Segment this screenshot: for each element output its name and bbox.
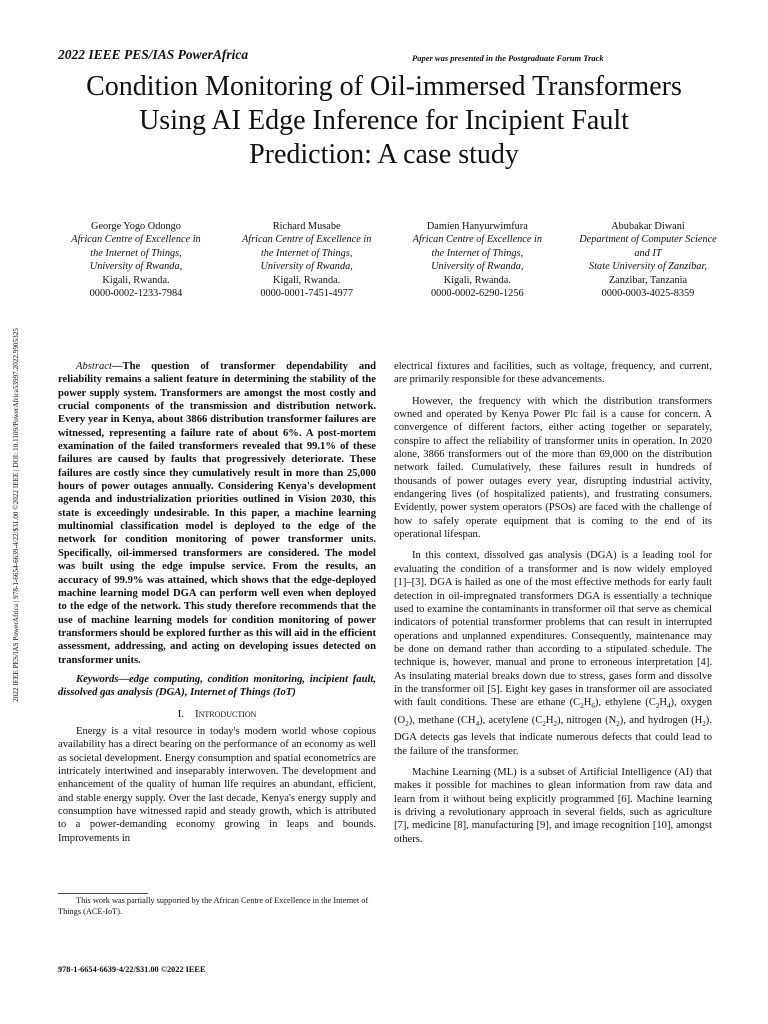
forum-note: Paper was presented in the Postgraduate Forum Track: [412, 53, 604, 63]
section-number: I.: [177, 707, 184, 720]
title-line: Prediction: A case study: [249, 139, 519, 170]
author-affiliation: Department of Computer Science: [579, 234, 717, 246]
section-title: Introduction: [194, 707, 257, 720]
author-block: [393, 220, 561, 300]
body-paragraph: Machine Learning (ML) is a subset of Artificial Intelligence (AI) that makes it possible for machines to glean information from raw data and learn from it without being explicitly programmed [6]. Machine learning is driving a revolutionary approach in several fields, such as agriculture [7], medicine [8], manufacturing [9], and image recognition [10], amongst others.: [394, 766, 712, 845]
author-orcid: 0000-0002-6290-1256: [430, 288, 524, 300]
body-paragraph: electrical fixtures and facilities, such as voltage, frequency, and current, are primarily responsible for these advancements.: [394, 361, 712, 386]
author-block: [52, 220, 220, 300]
author-name: Damien Hanyurwimfura: [426, 221, 528, 232]
author-affiliation: University of Rwanda,: [89, 261, 183, 273]
intro-paragraph: Energy is a vital resource in today's modern world whose copious availability has a direct bearing on the performance of an economy as well as societal development. Energy consumption and spatial econometrics are intricately intertwined and inseparably interwoven. The development and enhancement of the quality of human life requires an abundant, efficient, and stable energy supply. Over the last decade, Kenya's energy supply and consumption have witnessed rapid and steady growth, which is attributed to a power-demanding economy growing in leaps and bounds. Improvements in: [58, 725, 376, 844]
keywords: [58, 673, 376, 700]
author-orcid: 0000-0003-4025-8359: [601, 288, 695, 300]
author-affiliation: African Centre of Excellence in: [241, 234, 372, 246]
dga-text: In this context, dissolved gas analysis (DGA) is a leading tool for evaluating the condition of a transformer and is now widely employed [1]–[3]. DGA is hailed as one of the most effective methods for early fault detection in oil-impregnated transformers DGA is essentially a technique used to examine the contaminants in transformer oil that serve as chemical indicators of potential transformer problems that can result in interrupted operations and unplanned expenditures. Consequently, maintenance may be done on demand rather than according to a stipulated schedule. The technique is, however, manual and prone to erroneous interpretation [4]. As insulating material breaks down due to stress, gases form and dissolve in the transformer oil [5]. Eight key gases in transformer oil are associated with fault conditions. These are ethane (C: [394, 550, 712, 709]
doi-sidebar-text: 2022 IEEE PES/IAS PowerAfrica | 978-1-6654-6639-4/22/$31.00 ©2022 IEEE | DOI: 10.1109/PowerAfrica53997.2022.9905325: [12, 328, 20, 702]
conference-name: 2022 IEEE PES/IAS PowerAfrica: [58, 47, 249, 62]
author-location: Zanzibar, Tanzania: [608, 274, 688, 286]
paper-title: [30, 70, 738, 172]
abstract-label: Abstract: [76, 361, 112, 372]
author-name: Richard Musabe: [272, 221, 341, 232]
author-location: Kigali, Rwanda.: [102, 274, 170, 286]
author-affiliation: the Internet of Things,: [431, 247, 524, 259]
body-paragraph: In this context, dissolved gas analysis (DGA) is a leading tool for evaluating the condition of a transformer and is now widely employed [1]–[3]. DGA is hailed as one of the most effective methods for early fault detection in oil-impregnated transformers DGA is essentially a technique used to examine the contaminants in transformer oil that serve as chemical indicators of potential transformer problems that can result in interrupted operations and unplanned expenditures. Consequently, maintenance may be done on demand rather than according to a stipulated schedule. The technique is, however, manual and prone to erroneous interpretation [4]. As insulating material breaks down due to stress, gases form and dissolve in the transformer oil [5]. Eight key gases in transformer oil are associated with fault conditions. These are ethane $(C_2H_6)$, ethylene $(C_2H_4)$, oxygen $(O_2)$, methane $(CH_4)$, acetylene $(C_2H_2)$, nitrogen $(N_2)$, and hydrogen $(H_2)$. DGA detects gas levels that indicate numerous defects that could lead to the failure of the transformer.: [394, 550, 713, 757]
author-name: Abubakar Diwani: [611, 221, 685, 232]
author-block: [223, 220, 391, 300]
right-column: [394, 360, 712, 846]
author-affiliation: African Centre of Excellence in: [412, 234, 543, 246]
title-line: Using AI Edge Inference for Incipient Fault: [139, 105, 629, 136]
author-list: [52, 220, 732, 300]
author-affiliation: and IT: [634, 247, 662, 259]
copyright-code: 978-1-6654-6639-4/22/$31.00 ©2022 IEEE: [58, 965, 206, 974]
body-paragraph: However, the frequency with which the distribution transformers owned and operated by Kenya Power Plc fail is a cause for concern. A convergence of different factors, either acting together or separately, conspire to affect the reliability of transformer units in operation. In 2020 alone, 3866 transformers out of the more than 69,000 on the distribution network failed. Cumulatively, these failures result in hundreds of thousands of power outages every year, disrupting industrial activity, endangering lives (of hospitalized patients), and frustrating consumers. Evidently, power system operators (PSOs) are faced with the challenge of how to safely operate equipment that is coming to the end of its operational lifespan.: [394, 395, 712, 541]
author-location: Kigali, Rwanda.: [443, 274, 511, 286]
author-affiliation: African Centre of Excellence in: [71, 234, 201, 246]
author-affiliation: University of Rwanda,: [431, 261, 524, 273]
author-block: [564, 220, 732, 300]
author-affiliation: State University of Zanzibar,: [589, 261, 707, 273]
keywords-text: —edge computing, condition monitoring, incipient fault, dissolved gas analysis (DGA), Internet of Things (IoT): [58, 673, 376, 699]
author-location: Kigali, Rwanda.: [273, 274, 341, 286]
footnote-rule: [58, 893, 148, 894]
section-heading: [58, 708, 376, 721]
author-orcid: 0000-0001-7451-4977: [260, 288, 353, 300]
author-name: George Yogo Odongo: [91, 221, 181, 232]
title-line: Condition Monitoring of Oil-immersed Transformers: [86, 71, 682, 102]
doi-sidebar: [6, 245, 26, 785]
author-orcid: 0000-0002-1233-7984: [89, 288, 183, 300]
author-affiliation: the Internet of Things,: [90, 247, 182, 259]
left-column: [58, 360, 376, 845]
footnote: This work was partially supported by the African Centre of Excellence in the Internet of Things (ACE-IoT).: [58, 896, 369, 916]
author-affiliation: University of Rwanda,: [260, 261, 353, 273]
author-affiliation: the Internet of Things,: [260, 247, 353, 259]
keywords-label: Keywords: [76, 673, 119, 685]
abstract: [58, 360, 376, 667]
abstract-text: —The question of transformer dependability and reliability remains a salient feature in determining the stability of the power supply system. Transformers are amongst the most costly and crucial components of the transmission and distribution network. Every year in Kenya, about 3866 distribution transformer failures are witnessed, representing a failure rate of about 6%. A post-mortem examination of the failed transformers revealed that 99.1% of these failures are caused by faults that progressively deteriorate. These failures are costly since they cumulatively result in more than 25,000 hours of power outages annually. Considering Kenya's development agenda and industrialization priorities outlined in Vision 2030, this state is exceedingly undesirable. In this paper, a machine learning multinomial classification model is deployed to the edge of the network for condition monitoring of power transformer units. Specifically, oil-immersed transformers are considered. The model was built using the edge impulse service. From the results, an accuracy of 99.9% was attained, which shows that the edge-deployed machine learning model DGA can perform well even when deployed to the edge of the network. This study therefore recommends that the use of machine learning models for condition monitoring of power transformers should be explored further as this will aid in the efficient assessment, addressing, and acting on developing issues detected on transformer units.: [58, 361, 376, 666]
